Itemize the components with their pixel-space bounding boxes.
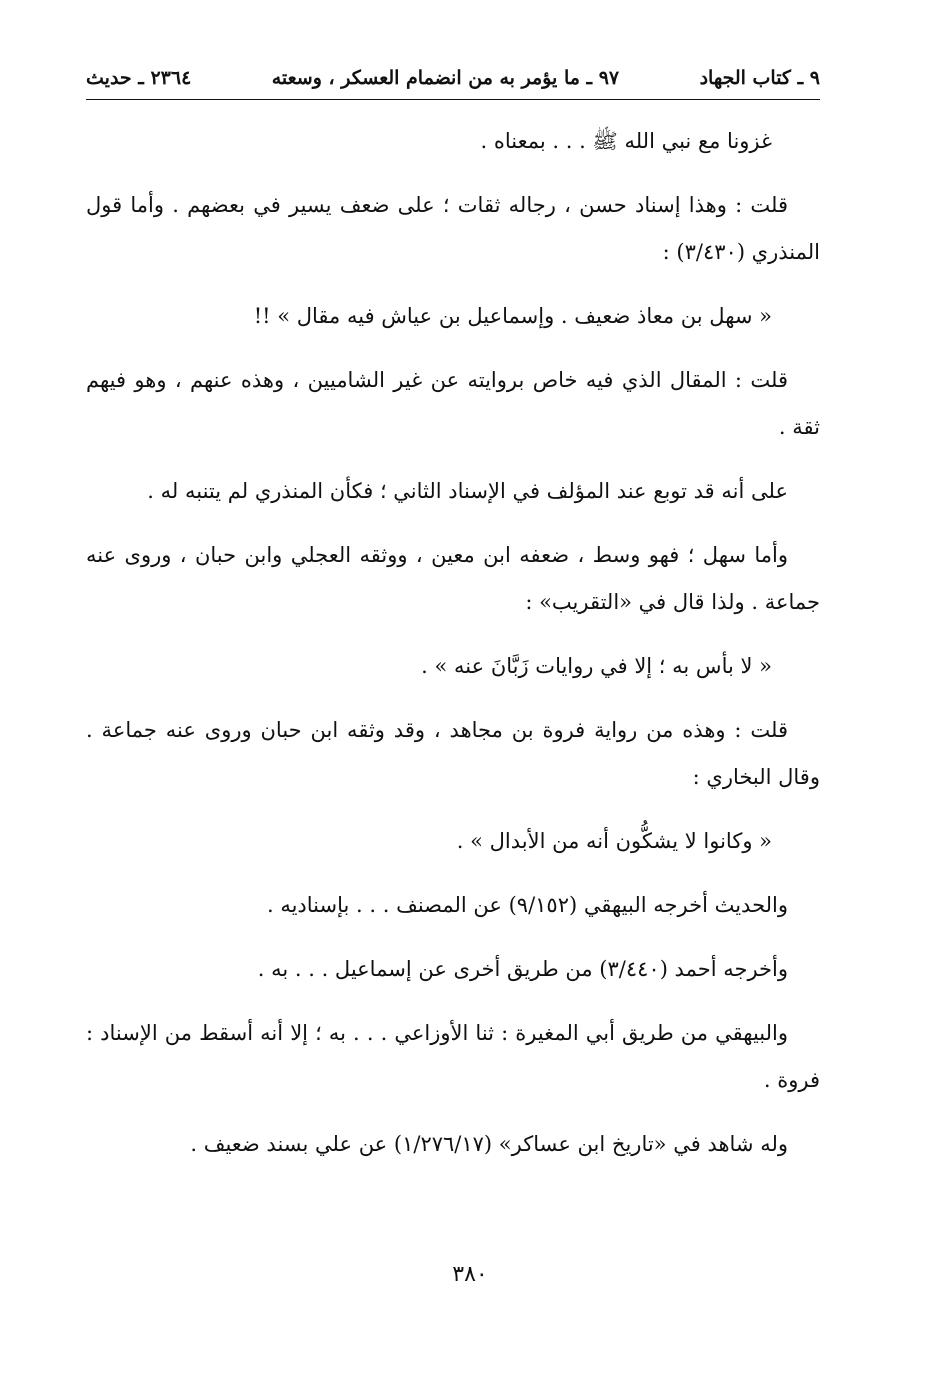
paragraph: على أنه قد توبع عند المؤلف في الإسناد الثاني ؛ فكأن المنذري لم يتنبه له . [147,479,788,503]
paragraph: وأما سهل ؛ فهو وسط ، ضعفه ابن معين ، ووثقه العجلي وابن حبان ، وروى عنه جماعة . ولذا قال في «التقريب» : [86,543,820,614]
text-body [86,118,820,1185]
running-header [86,58,820,98]
quotation: « وكانوا لا يشكُّون أنه من الأبدال » . [456,829,772,853]
paragraph: وأخرجه أحمد (٣/٤٤٠) من طريق أخرى عن إسماعيل . . . به . [257,957,788,981]
paragraph: قلت : المقال الذي فيه خاص بروايته عن غير الشاميين ، وهذه عنهم ، وهو فيهم ثقة . [86,368,820,439]
quotation: « سهل بن معاذ ضعيف . وإسماعيل بن عياش فيه مقال » !! [253,304,772,328]
paragraph: غزونا مع نبي الله ﷺ . . . بمعناه . [480,129,772,153]
quotation: « لا بأس به ؛ إلا في روايات زَبَّانَ عنه » . [421,654,772,678]
paragraph: قلت : وهذا إسناد حسن ، رجاله ثقات ؛ على ضعف يسير في بعضهم . وأما قول المنذري (٣/٤٣٠) : [86,193,820,264]
paragraph: والحديث أخرجه البيهقي (٩/١٥٢) عن المصنف . . . بإسناديه . [266,893,788,917]
paragraph: قلت : وهذه من رواية فروة بن مجاهد ، وقد وثقه ابن حبان وروى عنه جماعة . وقال البخاري : [86,718,820,789]
header-section: ٩٧ ـ ما يؤمر به من انضمام العسكر ، وسعته [271,67,620,89]
paragraph: وله شاهد في «تاريخ ابن عساكر» (١/٢٧٦/١٧) عن علي بسند ضعيف . [190,1132,788,1156]
header-chapter: ٩ ـ كتاب الجهاد [699,67,820,89]
header-rule [86,99,820,100]
page-number: ٣٨٠ [452,1262,488,1287]
paragraph: والبيهقي من طريق أبي المغيرة : ثنا الأوزاعي . . . به ؛ إلا أنه أسقط من الإسناد : فروة . [86,1021,820,1092]
header-hadith-number: ٢٣٦٤ ـ حديث [86,67,192,89]
